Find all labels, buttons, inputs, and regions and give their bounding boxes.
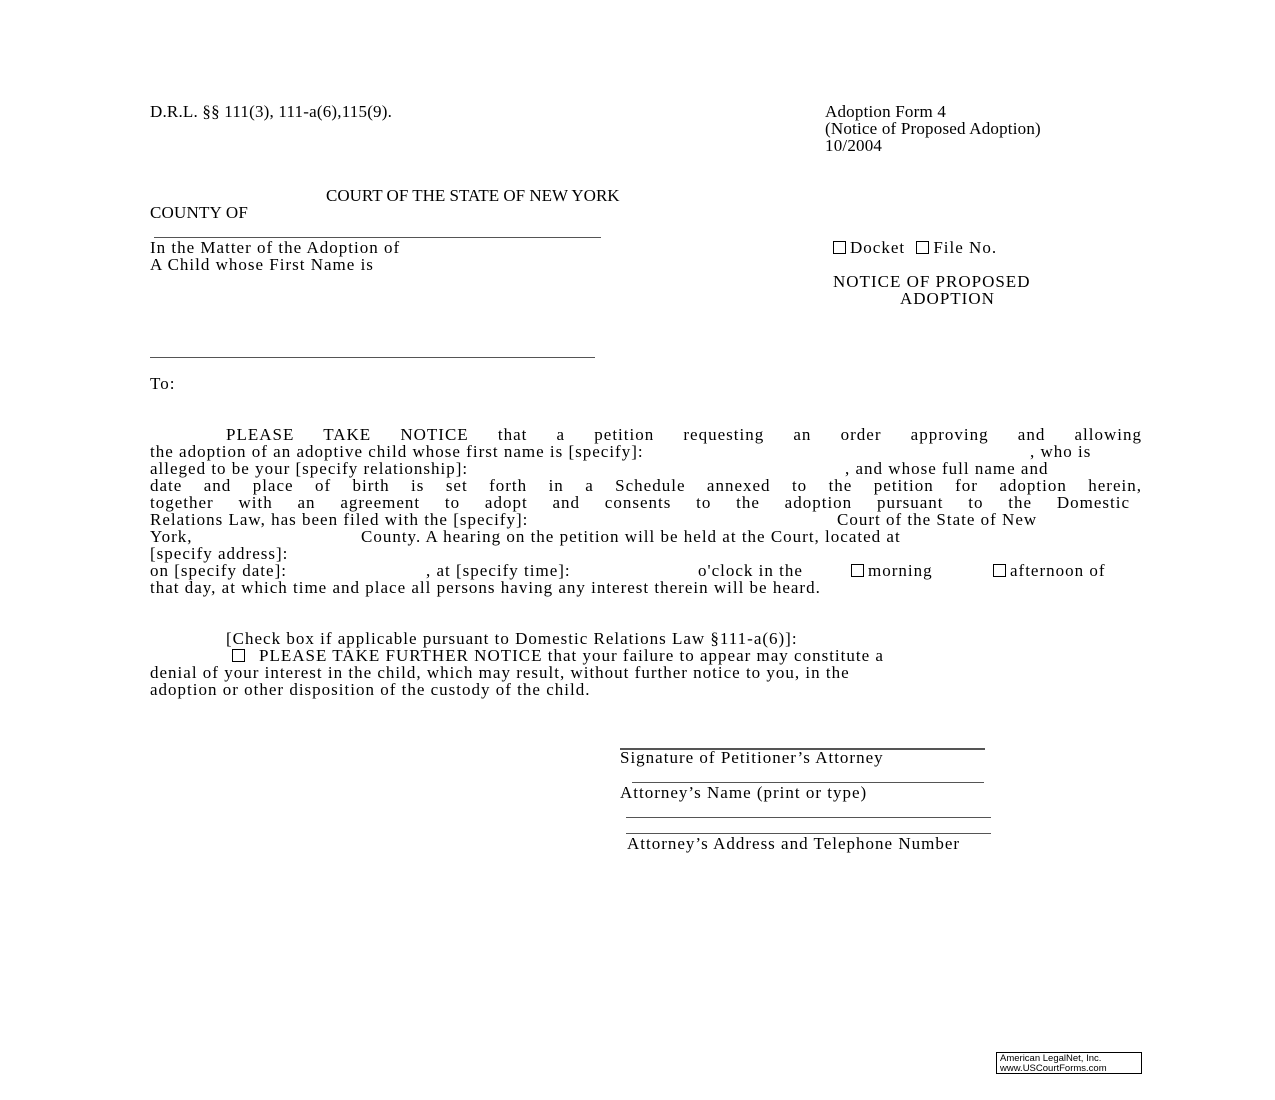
docket-label: Docket bbox=[850, 238, 906, 257]
document-title-line-1: NOTICE OF PROPOSED bbox=[833, 272, 1031, 291]
body-line-4: date and place of birth is set forth in a Schedule annexed to the petition for adoption herein, bbox=[150, 476, 1142, 495]
body-line-2a: the adoption of an adoptive child whose first name is [specify]: bbox=[150, 442, 644, 461]
further-notice-line bbox=[232, 647, 884, 664]
caption-bottom-line bbox=[150, 357, 595, 358]
body-line-10: that day, at which time and place all persons having any interest therein will be heard. bbox=[150, 578, 821, 597]
signature-label: Signature of Petitioner’s Attorney bbox=[620, 748, 884, 767]
morning-checkbox[interactable] bbox=[851, 564, 864, 577]
form-date: 10/2004 bbox=[825, 136, 883, 155]
matter-line-2: A Child whose First Name is bbox=[150, 255, 374, 274]
body-line-7a: York, bbox=[150, 527, 193, 546]
docket-file-selector bbox=[833, 239, 997, 256]
morning-option bbox=[851, 562, 933, 579]
file-label: File No. bbox=[933, 238, 998, 257]
to-label: To: bbox=[150, 374, 176, 393]
further-notice-line-4: adoption or other disposition of the custody of the child. bbox=[150, 680, 591, 699]
form-subtitle: (Notice of Proposed Adoption) bbox=[825, 119, 1041, 138]
further-notice-checkbox[interactable] bbox=[232, 649, 245, 662]
body-line-8: [specify address]: bbox=[150, 544, 289, 563]
document-title-line-2: ADOPTION bbox=[900, 289, 995, 308]
body-line-5: together with an agreement to adopt and consents to the adoption pursuant to the Domestic bbox=[150, 493, 1130, 512]
body-line-3a: alleged to be your [specify relationship]: bbox=[150, 459, 469, 478]
court-heading: COURT OF THE STATE OF NEW YORK bbox=[326, 186, 620, 205]
statute-citation: D.R.L. §§ 111(3), 111-a(6),115(9). bbox=[150, 102, 393, 121]
further-notice-text: PLEASE TAKE FURTHER NOTICE that your failure to appear may constitute a bbox=[259, 646, 884, 665]
afternoon-label: afternoon of bbox=[1010, 561, 1106, 580]
attorney-name-label: Attorney’s Name (print or type) bbox=[620, 783, 868, 802]
morning-label: morning bbox=[868, 561, 933, 580]
body-line-2b: , who is bbox=[1030, 442, 1092, 461]
publisher-name: American LegalNet, Inc. bbox=[1000, 1053, 1102, 1064]
afternoon-checkbox[interactable] bbox=[993, 564, 1006, 577]
body-line-3b: , and whose full name and bbox=[845, 459, 1049, 478]
further-notice-instruction: [Check box if applicable pursuant to Domestic Relations Law §111-a(6)]: bbox=[226, 629, 798, 648]
form-title: Adoption Form 4 bbox=[825, 102, 947, 121]
afternoon-option bbox=[993, 562, 1106, 579]
file-checkbox[interactable] bbox=[916, 241, 929, 254]
attorney-address-label: Attorney’s Address and Telephone Number bbox=[627, 834, 961, 853]
body-line-7b: County. A hearing on the petition will be held at the Court, located at bbox=[361, 527, 901, 546]
county-label: COUNTY OF bbox=[150, 203, 248, 222]
body-line-6a: Relations Law, has been filed with the [specify]: bbox=[150, 510, 529, 529]
body-line-1: PLEASE TAKE NOTICE that a petition requesting an order approving and allowing bbox=[226, 425, 1142, 444]
further-notice-line-3: denial of your interest in the child, which may result, without further notice to you, in the bbox=[150, 663, 850, 682]
attorney-address-line-1[interactable] bbox=[626, 817, 991, 818]
docket-checkbox[interactable] bbox=[833, 241, 846, 254]
body-line-9b: , at [specify time]: bbox=[426, 561, 571, 580]
body-line-6b: Court of the State of New bbox=[837, 510, 1038, 529]
body-line-9c: o'clock in the bbox=[698, 561, 803, 580]
publisher-logo bbox=[996, 1052, 1142, 1074]
matter-line-1: In the Matter of the Adoption of bbox=[150, 238, 401, 257]
publisher-url: www.USCourtForms.com bbox=[1000, 1063, 1107, 1074]
body-line-9a: on [specify date]: bbox=[150, 561, 287, 580]
